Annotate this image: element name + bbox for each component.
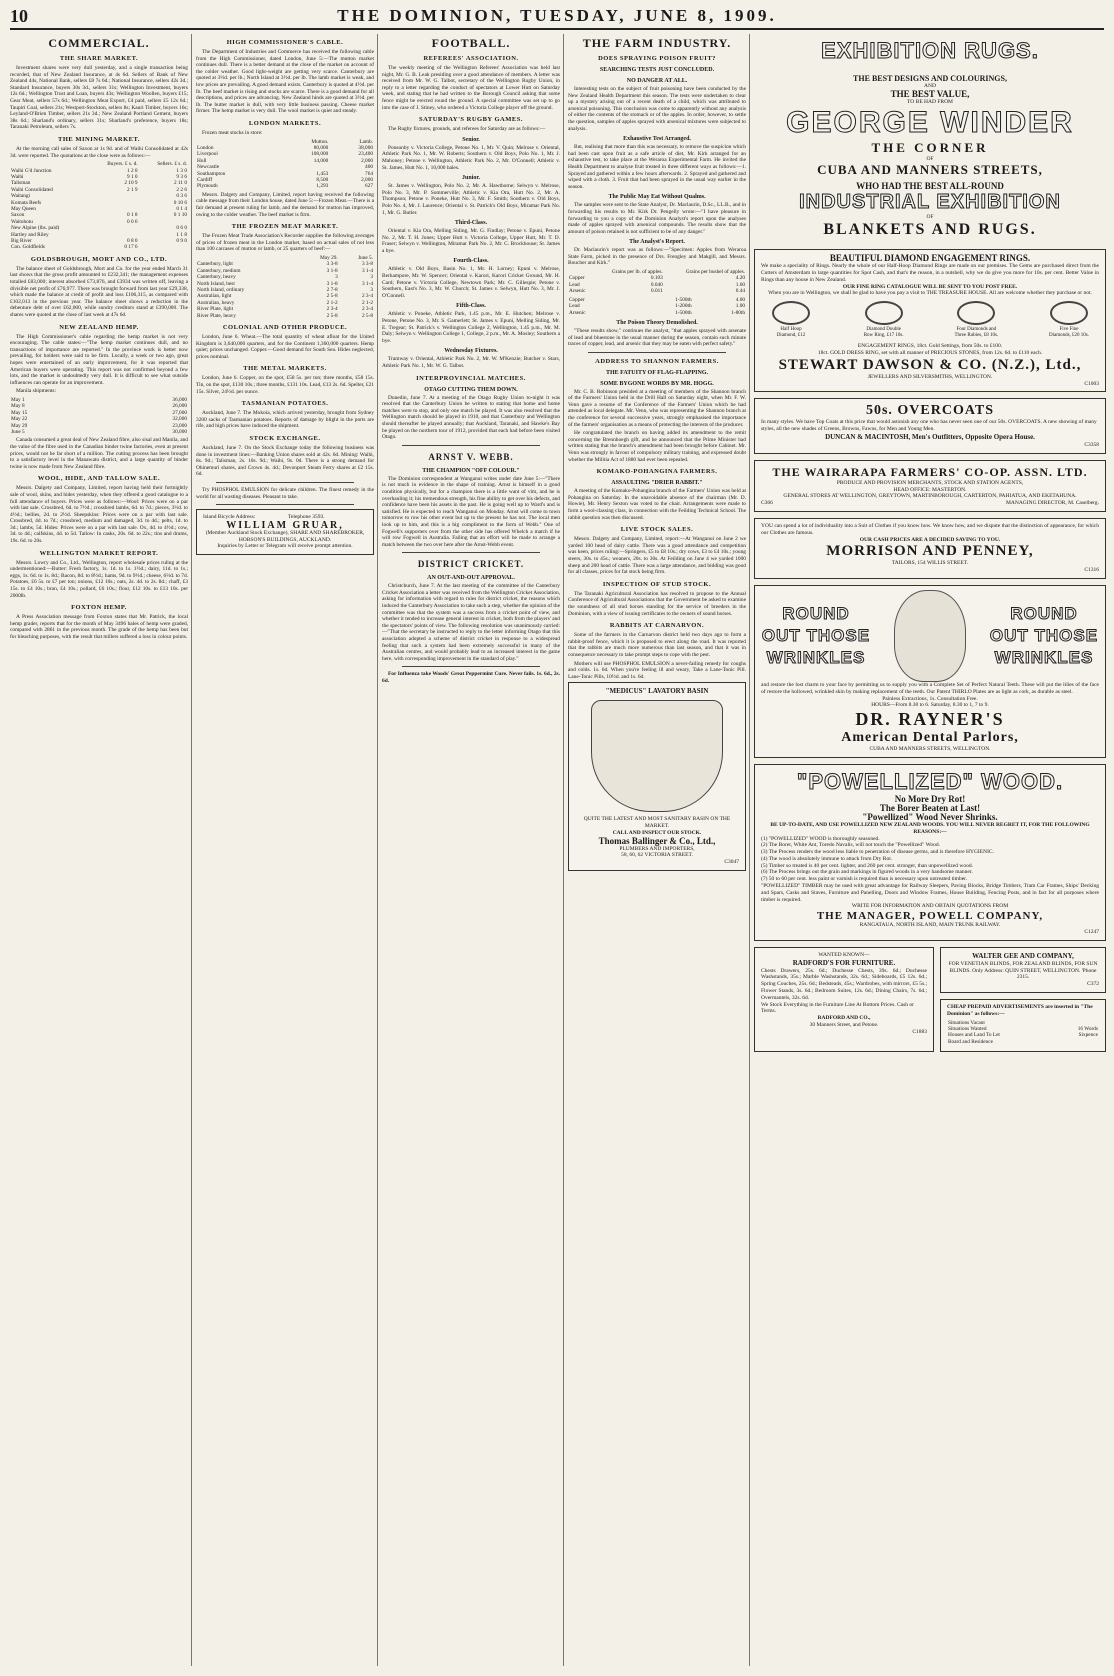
- stock-exchange-heading: STOCK EXCHANGE.: [249, 434, 321, 442]
- komako-text: A meeting of the Komako-Pohangina branch of the Farmers' Union was held at Pohangina on Saturday. In the unavoidable absence of the chairman (Mr. D. Howie), Mr. Henry Sexton was voted to the chair. Arrangements were made to form a wool-classing class, in connection with the Feilding Technical School. The rabbit question was then discussed.: [568, 488, 746, 521]
- wairarapa-sub: PRODUCE AND PROVISION MERCHANTS, STOCK AND STATION AGENTS,: [836, 479, 1024, 486]
- overcoats-code: C3358: [1084, 441, 1099, 448]
- fifth-class-text: Athletic v. Poneke, Athletic Park, 1.45 p.m., Mr. E. Hutchen; Melrose v. Petone, Petone No. 3, Mr. S. Gamerlett; St. James v. Epuni, Melling Siding, Mr. E. Tregear; St. Patrick's v. Wellington College 2, Wellington, 1.45 p.m., Mr. M. Daly; Selwyn v. Wellington College 1, College, 2 p.m., Mr. A. Mosley; Southern a bye.: [382, 311, 560, 344]
- table-row: Southampton 1,453 764: [197, 170, 373, 177]
- third-class-text: Oriental v. Kia Ora, Melling Siding, Mr. G. Findlay; Petone v. Epuni, Petone No. 2, Mr. T. H. Jones; Upper Hutt v. Victoria College, Upper Hutt, Mr. T. D. Fraser; Selwyn v. Wellington, Miramar Park No. 2, Mr. C. Brockhouse; St. James a bye.: [382, 228, 560, 254]
- fifth-class-heading: Fifth-Class.: [456, 303, 486, 310]
- radford-code: C1883: [912, 1028, 927, 1035]
- table-row: Arsenic 1-500th 1-80th: [569, 309, 745, 316]
- basin-illustration: [591, 700, 723, 812]
- wrinkles-right: ROUND OUT THOSE WRINKLES: [989, 603, 1099, 667]
- duncan-macintosh: DUNCAN & MACINTOSH, Men's Outfitters, Opposite Opera House.: [825, 432, 1035, 441]
- wairarapa-code: C366: [761, 500, 773, 507]
- analysis-table-2: [568, 297, 746, 316]
- phosphol-ad-2: Mothers will use PHOSPHOL EMULSION a never-failing remedy for coughs and colds. 1s. 6d. When you're feeling ill and weary, Take a Lane-Tonic Pill. Lane-Tonic Pills, 10½d. and 1s. 6d.: [568, 660, 746, 680]
- powellized-note: "POWELLIZED" TIMBER may be used with great advantage for Railway Sleepers, Paving Blocks, Bridge Timbers, Tram Car Frames, Ships' Decking and Spars, Casks and Staves, Furniture and Panelling, Doors and Window Frames, House Building, Fencing Posts, and in fact for all purposes where timber is required.: [761, 883, 1099, 903]
- district-cricket-text: Christchurch, June 7. At the last meeting of the committee of the Canterbury Cricket Association a letter was received from the Wellington Cricket Association, asking for information with regard to rules for district cricket, the reasons which induced the Canterbury Association to take such a step, whether the opinion of the committee was that the system was a success from a cricket point of view, and whether it tended to increase general interest in cricket, both from the players' and the spectators' points of view. The following resolution was unanimously carried:—"That the secretary be instructed to reply to the letter informing Otago that this association adopted a scheme of district cricket in response to a widespread feeling that such a system had been extremely successful in many of the Australian centres, and would probably lead to an increased interest in the game here, with corresponding improvement in the standard of play.": [382, 583, 560, 662]
- divider: [402, 445, 540, 446]
- ring-illustrations: [767, 301, 1093, 339]
- powellized-firm: THE MANAGER, POWELL COMPANY,: [816, 910, 1044, 923]
- shannon-sub-2: SOME BYGONE WORDS BY MR. HOGG.: [600, 380, 714, 387]
- foxton-hemp-text: A Press Association message from Foxton states that Mr. Patrick, the local hemp grader, reports that for the month of May 3496 bales of hemp were graded, compared with 2861 in the previous month. The grade of the hemp has been but for bleaching purposes, with the result that millers suffered a loss in colour points.: [10, 614, 188, 640]
- district-cricket-heading: DISTRICT CRICKET.: [417, 559, 525, 570]
- table-row: May 1 36,000: [11, 396, 187, 403]
- gruar-name: WILLIAM GRUAR,: [226, 519, 344, 531]
- industrial-exhibition: INDUSTRIAL EXHIBITION: [799, 191, 1061, 214]
- table-row: May 29 23,000: [11, 422, 187, 429]
- page-number: 10: [10, 6, 28, 26]
- morrison-penney-advert: [754, 518, 1106, 579]
- table-row: North Island, ordinary 2 7-8 3: [197, 286, 373, 293]
- junior-heading: Junior.: [462, 175, 480, 182]
- fourth-class-text: Athletic v. Old Boys, Basin No. 1, Mr. H. Lorney; Epuni v. Melrose, Berhampore, Mr. W. Spencer; Oriental v. Karori, Karori Cricket Ground, Mr. H. Card; Petone v. Victoria College, Newtown Park; Mr. C. Gillespie; Petone v. Southern, East's No. 3, Mr. W. Church; St. James v. Selwyn, Hutt No. 3, Mr. J. O'Connell.: [382, 266, 560, 299]
- gruar-label: Island Bicycle Address:: [203, 514, 256, 521]
- table-row: Plymouth 1,293 627: [197, 183, 373, 190]
- spraying-heading: DOES SPRAYING POISON FRUIT?: [598, 55, 716, 62]
- fourth-class-heading: Fourth-Class.: [453, 258, 489, 265]
- exhibition-tag4: TO BE HAD FROM: [907, 98, 953, 105]
- morrison-penney: MORRISON AND PENNEY,: [826, 543, 1034, 560]
- column-markets: [196, 34, 374, 1666]
- table-row: Hartley and Riley 1 1 8: [11, 231, 187, 238]
- table-row: Australian, light 2 5-8 2 3-4: [197, 293, 373, 300]
- analyst-heading: The Analyst's Report.: [629, 239, 685, 246]
- rings-engagement: ENGAGEMENT RINGS, 18ct. Gold Settings, from 50s. to £100.: [857, 343, 1003, 350]
- lavatory-basin-advert: [568, 682, 746, 871]
- nz-hemp-heading: NEW ZEALAND HEMP.: [59, 323, 139, 331]
- shannon-heading: ADDRESS TO SHANNON FARMERS.: [595, 357, 719, 365]
- dr-rayners: DR. RAYNER'S: [855, 709, 1005, 730]
- wrinkles-left: ROUND OUT THOSE WRINKLES: [761, 603, 871, 667]
- arnst-webb-heading: ARNST V. WEBB.: [428, 451, 514, 462]
- high-commissioner-text: The Department of Industries and Commerce has received the following cable from the High Commissioner, dated London, June 5:—The mutton market continues dull. There is a better demand at the close of the market on account of the colder weather. Good light-weight are getting very scarce. Canterbury are quoted at 3½d. per lb.; North Island at 3½d. per lb. The lamb market is weak, and low prices are prevailing. A good demand exists. Canterbury is quoted at 4½d. per lb. The beef market is rising and stocks are scarce. There is a good demand for all descriptions, and prices are advancing. New Zealand hinds are quoted at 3½d. per lb. The butter market is dull, with very little business passing. Cheese market firmer. The hemp market is very dull. The wool market is quiet and steady.: [196, 49, 374, 115]
- foxton-hemp-heading: FOXTON HEMP.: [71, 604, 127, 612]
- table-row: Newcastle 400: [197, 164, 373, 171]
- table-row: Liverpool 108,000 23,400: [197, 151, 373, 158]
- lavatory-address: 58, 60, 62 VICTORIA STREET.: [621, 852, 693, 859]
- exhibition-rugs-advert: [754, 34, 1106, 243]
- section-heading-commercial: COMMERCIAL.: [48, 36, 150, 50]
- list-item: (2) The Borer, White Ant, Toredo Navalis, will not touch the "Powellized" Wood.: [761, 842, 941, 849]
- table-row: June 5 30,000: [11, 428, 187, 435]
- overcoats-title: 50s. OVERCOATS: [865, 403, 995, 419]
- interprovincial-sub: OTAGO CUTTING THEM DOWN.: [424, 386, 518, 393]
- komako-heading: KOMAKO-POHANGINA FARMERS.: [596, 468, 718, 476]
- rings-dress: 18ct. GOLD DRESS RING, set with all manner of PRECIOUS STONES, from 12s. 6d. to £110 each.: [817, 349, 1043, 356]
- shannon-text: Mr. C. B. Robinson presided at a meeting of members of the Shannon branch of the Farmers' Union held in the Drill Hall on Saturday night, when Mr. F. W. Venn gave a resume of the Conference of the Farmers' Union which he had attended as local delegate. Mr. Venn, who was representing the Shannon branch at the conference for several successive years, strongly emphasised the importance of the farmers' organisation as a means of protecting the interests of the producer.: [568, 388, 746, 428]
- divider: [216, 482, 354, 483]
- mining-market-heading: THE MINING MARKET.: [57, 135, 140, 143]
- london-markets-heading: LONDON MARKETS.: [248, 119, 322, 127]
- list-item: (3) The Process renders the wood less liable to penetration of disease germs, and is therefore HYGIENIC.: [761, 849, 994, 856]
- table-row: Situations Vacant: [948, 1019, 985, 1026]
- spraying-sub: SEARCHING TESTS JUST CONCLUDED.: [599, 67, 715, 73]
- powellized-intro: BE UP-TO-DATE, AND USE POWELLIZED NEW ZEALAND WOODS. YOU WILL NEVER REGRET IT, FOR THE FOLLOWING REASONS:—: [770, 821, 1090, 835]
- radford-firm: RADFORD'S FOR FURNITURE.: [792, 958, 896, 967]
- powellized-address: RANGATAUA, NORTH ISLAND, MAIN TRUNK RAILWAY.: [859, 922, 1001, 929]
- shannon-continued-text: He congratulated the branch on having added its amendment to the remit concerning the Brennhoegh gift, and he announced that the Prime Minister had written stating that the branch's amendment had been brought before Cabinet. Mr. Venn was strongly in favour of compulsory military training, and expressed doubt whether the Militia Act of 1880 had ever been repealed.: [568, 430, 746, 463]
- rings-text: We make a speciality of Rings. Nearly the whole of our Half-Hoop Diamond Rings are made on our premises. The Gems are purchased direct from the Cutters of Amsterdam in large quantities for Spot Cash, and that's the reason, in a nutshell, why we do give you more for 10s. per cent. Better Value in Rings than any house in New Zealand.: [761, 263, 1099, 283]
- metal-markets-heading: THE METAL MARKETS.: [243, 365, 327, 373]
- rabbits-text: Some of the farmers in the Carnarvon district held two days ago to form a rabbit-proof fence, which it is proposed to erect along the road. It was reported that the rabbits are much more numerous than last season, and that it was in consequence necessary to take prompt steps to cope with the pest.: [568, 632, 746, 658]
- senior-heading: Senior.: [462, 136, 480, 143]
- walter-gee-code: C372: [1087, 981, 1099, 988]
- poison-text: "These results show," continues the analyst, "that apples sprayed with arsenate of lead and bluestone in the usual manner during the season, contain such minute traces of copper, lead, and arsenic that they may be eaten with perfect safety.": [568, 327, 746, 348]
- column-farm-industry: [568, 34, 746, 1666]
- table-row: Arsenic 0.011 0.44: [569, 288, 745, 295]
- exhibition-tag3: THE BEST VALUE,: [890, 88, 970, 99]
- wairarapa-stores: GENERAL STORES AT WELLINGTON, GREYTOWN, MARTINBOROUGH, CARTERTON, PAHIATUA, AND EKETAHUNA.: [783, 493, 1077, 500]
- rayner-hours: HOURS—From 8.30 to 6. Saturday, 8.30 to 1, 7 to 9.: [871, 702, 989, 709]
- wednesday-text: Tramway v. Oriental, Athletic Park No. 2, Mr. W. M'Kenzie; Butcher v. Stars, Athletic Park No. 1, Mr. W. G. Talbot.: [382, 356, 560, 369]
- metal-markets-text: London, June 6. Copper, on the spot, £58 5s. per ton; three months, £58 15s. Tin, on the spot, £130 10s.; three months, £131 10s. Lead, £13 2s. 6d. Spelter, £21 15s. Silver, 24½d. per ounce.: [196, 375, 374, 395]
- wairarapa-office: HEAD OFFICE: MASTERTON.: [893, 486, 967, 493]
- frozen-meat-heading: THE FROZEN MEAT MARKET.: [231, 223, 339, 231]
- dr-rayner-advert: [754, 585, 1106, 758]
- divider: [402, 552, 540, 553]
- ring-item: Half Hoop Diamond, £12: [767, 301, 815, 339]
- table-header-row: Grains per lb. of apples. Grains per bushel of apples.: [611, 269, 745, 276]
- arnst-webb-sub: THE CHAMPION "OFF COLOUR.": [422, 467, 520, 474]
- table-row: Situations Wanted 16 Words: [948, 1026, 1098, 1033]
- blankets-and-rugs: BLANKETS AND RUGS.: [823, 221, 1037, 239]
- frozen-meat-text: The Frozen Meat Trade Association's Recorder supplies the following averages of prices of frozen meat in the London market, based on actual sales of not less than 100 carcases of mutton or lamb, or 25 quarters of beef:—: [196, 233, 374, 253]
- tasmanian-potatoes-heading: TASMANIAN POTATOES.: [241, 400, 329, 408]
- stud-stock-text: The Taranaki Agricultural Association has resolved to propose to the Annual Conference of Agricultural Associations that the Government be asked to examine the soundness of all stud horses standing for the service of breeders in the Dominion, with a view of issuing certificates to the owners of sound horses.: [568, 590, 746, 617]
- third-class-heading: Third-Class.: [454, 220, 488, 227]
- junior-text: St. James v. Wellington, Polo No. 2, Mr. A. Hawthorne; Selwyn v. Melrose, Polo No. 3, Mr. P. Sommerville; Athletic v. Kia Ora, Hutt No. 2, Mr. A. Thompson; Petone v. Poneke, Hutt No. 3, Mr. F. Smith; Southern v. Old Boys, Polo No. 4, Mr. J. Laurence; Oriental v. St. Patrick's Old Boys, Miramar Park No. 1, Mr. G. Butler.: [382, 183, 560, 216]
- analyst-text: Dr. Maclaurin's report was as follows:—"Specimen: Apples from Weraroa State Farm, picked in the presence of Drs. Frengley and Makgill, and Messrs. Boucher and Kirk.": [568, 247, 746, 267]
- diamond-rings-advert: [754, 249, 1106, 392]
- table-row: May Queen 0 1 4: [11, 205, 187, 212]
- list-item: (5) Timber so treated is 40 per cent. lighter, and 260 per cent. stronger, than unpowellized wood.: [761, 862, 974, 869]
- lavatory-tag2: CALL AND INSPECT OUR STOCK.: [612, 829, 702, 836]
- table-row: Houses and Land To Let Sixpence: [948, 1032, 1098, 1039]
- wool-hides-text: Messrs. Dalgety and Company, Limited, report having held their fortnightly sale of wool, skins, and hides yesterday, when they offered a good catalogue to a full attendance of buyers. Prices were as follows:—Wool: Prices were on a par with last sale. Crossbred, 6d. to 7½d.; crossbred lambs, 6d. to 7d.; pieces, 3½d. to 4½d.; bellies, 2d. to 2½d. Sheepskins: Prices were on a par with last sale. Crossbred, 4d. to 7d.; crossbred, medium and damaged, 3d. to 4d.; pelts, 1d. to 3d.; lambs, 5d. Hides: Prices were on a par with last sale. Ox, 4d. to 4½d.; cow, 3d. to 4d.; calfskins, 4d. to 5d. Tallow: In casks, 20s. 6d. to 22s.; tins and drums, 19s. 6d. to 20s.: [10, 485, 188, 545]
- saturday-games-text: The Rugby fixtures, grounds, and referees for Saturday are as follows:—: [388, 126, 546, 133]
- list-item: (4) The wood is absolutely immune to attack from Dry Rot.: [761, 855, 893, 862]
- referees-heading: REFEREES' ASSOCIATION.: [423, 55, 519, 62]
- powellized-sub1: No More Dry Rot!: [894, 793, 966, 804]
- manila-shipments-table: [10, 397, 188, 435]
- rings-catalogue: OUR FINE RING CATALOGUE WILL BE SENT TO YOU POST FREE.: [842, 283, 1018, 290]
- table-row: Waihi G'd Junction 1 2 0 1 3 0: [11, 167, 187, 174]
- wairarapa-manager: MANAGING DIRECTOR, M. Caselberg.: [1006, 500, 1099, 507]
- list-item: (7) 50 to 60 per cent. less paint or varnish is required than is necessary upon untreated timber.: [761, 876, 968, 883]
- masthead: [10, 6, 1104, 30]
- table-header-row: May 29. June 5.: [320, 254, 373, 261]
- table-row: Board and Residence: [948, 1038, 994, 1045]
- walter-gee-name: WALTER GEE AND COMPANY,: [972, 951, 1074, 960]
- live-stock-text: Messrs. Dalgety and Company, Limited, report:—At Wanganui on June 2 we yarded 100 head of dairy cattle. There was a good attendance and competition was keen, prices ruling:—Springers, £5 to £8 10s.; dry cows, £3 to £4 10s.; young steers, 30s. to 45s.; weaners, 20s. to 30s. At Feilding on June 4 we yarded 1000 sheep and 200 head of cattle. There was a large attendance, and bidding was good for all classes, prices for fat stock being firm.: [568, 536, 746, 576]
- radford-advert: [754, 947, 934, 1052]
- lavatory-trade: PLUMBERS AND IMPORTERS,: [619, 845, 695, 852]
- district-cricket-sub: AN OUT-AND-OUT APPROVAL.: [427, 575, 515, 582]
- table-row: Lead 1-200th 1.00: [569, 303, 745, 310]
- rings-title: BEAUTIFUL DIAMOND ENGAGEMENT RINGS.: [829, 253, 1031, 264]
- morrison-sub: TAILORS, 154 WILLIS STREET.: [891, 560, 969, 567]
- powellized-sub2: The Borer Beaten at Last!: [879, 802, 981, 813]
- best-all-round: WHO HAD THE BEST ALL-ROUND: [856, 181, 1004, 192]
- exhibition-title: EXHIBITION RUGS.: [821, 38, 1039, 63]
- colonial-produce-text: London, June 6. Wheat.—The total quantity of wheat afloat for the United Kingdom is 3,640,000 quarters, and for the Continent 1,360,000 quarters. Hemp quiet; prices unchanged. Copper.—Good demand for South Sea. Hides neglected, prices nominal.: [196, 334, 374, 360]
- table-row: Hull 14,000 2,000: [197, 157, 373, 164]
- gruar-footer: Inquiries by Letter or Telegram will receive prompt attention.: [217, 543, 353, 550]
- column-rule: [563, 34, 564, 1666]
- powellized-title: "POWELLIZED" WOOD.: [796, 768, 1064, 794]
- powellized-sub3: "Powellized" Wood Never Shrinks.: [862, 811, 998, 822]
- arnst-webb-text: The Dominion correspondent at Wanganui writes under date June 5:—"There is not much in evidence in the shape of training. Arnst is himself in a good condition physically, but for a champion there is a little want of vim, and he is overhauling it; his tremendous strength, his fine ability to get over his defects, and confidence have been his assets in the past. He is going well up to Ward's and is satisfied. He is expected to reach Wanganui on Monday. Arnst will come to town tomorrow to row his other event but up to the present he has not. The local men look up to him, and this is a big compliment to the form of Webb." One of Fogwell's supporters over from the other side has offered Whelch a match if he will row Fogwell in Australia. Failing that an effort will be made to arrange a match between the two over here after the Arnst-Webb event.: [382, 475, 560, 548]
- powellized-reasons: [761, 836, 1099, 884]
- table-row: River Plate, heavy 2 5-8 2 5-8: [197, 312, 373, 319]
- gruar-advert: [196, 509, 374, 555]
- gruar-title: (Member Auckland Stock Exchange), SHARE AND SHAREBROKER, HOBSON'S BUILDINGS, AUCKLAND.: [205, 529, 365, 543]
- ring-item: Four Diamonds and Three Rubies, £8 10s.: [952, 301, 1000, 339]
- rayner-address: CUBA AND MANNERS STREETS, WELLINGTON.: [869, 746, 991, 753]
- table-row: Waitangi 0 3 6: [11, 193, 187, 200]
- mining-quotations-table: [10, 161, 188, 251]
- cuba-manners-streets: CUBA AND MANNERS STREETS,: [817, 162, 1043, 178]
- table-row: Waihi 9 1 0 9 3 6: [11, 173, 187, 180]
- prepaid-table: [947, 1020, 1099, 1046]
- table-row: Saxon 0 1 8 0 1 10: [11, 212, 187, 219]
- column-rule: [377, 34, 378, 1666]
- george-winder: GEORGE WINDER: [786, 105, 1074, 139]
- wairarapa-advert: [754, 460, 1106, 512]
- interprovincial-text: Dunedin, June 7. At a meeting of the Otago Rugby Union to-night it was resolved that the Canterbury Union be written to stating that home and home matches were to stop, and only one match be played. It was also resolved that the Wellington match should be played in 1910, and that Canterbury and Wellington should thereafter be played annually; that Auckland, Taranaki, and Hawke's Bay be played on the northern tour of 1912, provided that each had before been visited Otago.: [382, 394, 560, 441]
- table-header-row: Mutton. Lamb.: [311, 138, 373, 145]
- exhibition-tag2: AND: [924, 83, 936, 89]
- rabbits-heading: RABBITS AT CARNARVON.: [609, 622, 705, 630]
- table-row: Talisman 2 10 9 2 11 0: [11, 180, 187, 187]
- overcoats-text: In many styles. We have Top Coats at this price that would astonish any one who has never seen one of our 50s. OVERCOATS. A new showing of many styles, all the new shades of Greens, Browns, Fawns, for Men and Young Men.: [761, 419, 1097, 433]
- of-1: OF: [926, 155, 934, 162]
- of-2: OF: [926, 214, 934, 221]
- table-row: Copper 0.103 4.20: [569, 275, 745, 282]
- phosphol-ad: Try PHOSPHOL EMULSION for delicate children. The finest remedy in the world for all wasting diseases. Pleasant to take.: [196, 486, 374, 500]
- colonial-produce-heading: COLONIAL AND OTHER PRODUCE.: [222, 324, 348, 331]
- london-markets-subtext: Frozen meat stocks in store:: [202, 129, 263, 136]
- gruar-phone: Telephone 3593.: [288, 514, 325, 521]
- morrison-prices: OUR CASH PRICES ARE A DECIDED SAVING TO YOU.: [859, 536, 1001, 543]
- wool-hides-heading: WOOL, HIDE, AND TALLOW SALE.: [37, 475, 161, 483]
- column-rule: [191, 34, 192, 1666]
- table-row: Australian, heavy 2 1-2 2 1-2: [197, 299, 373, 306]
- ring-icon: [772, 301, 810, 325]
- table-row: New Alpine (lbs. paid) 0 6 0: [11, 225, 187, 232]
- lavatory-title: "MEDICUS" LAVATORY BASIN: [605, 687, 709, 696]
- frozen-meat-table: [196, 255, 374, 319]
- nz-hemp-text: The High Commissioner's cable regarding the hemp market is not very encouraging. The cable states:—"The hemp market continues dull, and no transactions of importance are reported." In the province work is better now prevailing, for holders were said to be firm. Locally, a week or two ago, great hopes were entertained of an early improvement, for it was reported that American buyers were operating. This report was not confirmed beyond a few lots, and the market is undoubtedly very dull. It is difficult to see what outside influences can operate for an improvement.: [10, 333, 188, 386]
- table-row: Waitohotu 0 0 6: [11, 218, 138, 225]
- wellington-market-heading: WELLINGTON MARKET REPORT.: [39, 549, 159, 557]
- table-row: May 8 26,000: [11, 403, 187, 410]
- rayner-prices: Painless Extractions, 1s. Consultation Free.: [882, 695, 978, 702]
- interprovincial-heading: INTERPROVINCIAL MATCHES.: [416, 374, 526, 382]
- table-row: Canterbury, light 3 3-8 3 3-8: [197, 261, 373, 268]
- lavatory-firm: Thomas Ballinger & Co., Ltd.,: [598, 835, 716, 846]
- morrison-text: YOU can spend a lot of individuality into a Suit of Clothes if you know how. We know how, and we dispute that the distinction of appearance, for which our Clothes are famous.: [761, 522, 1099, 536]
- goldsbrough-heading: GOLDSBROUGH, MORT AND CO., LTD.: [30, 255, 168, 263]
- shannon-sub: THE FATUITY OF FLAG-FLAPPING.: [606, 369, 708, 376]
- ring-item: Five Fine Diamonds, £20 10s.: [1045, 301, 1093, 339]
- public-text: The samples were sent to the State Analyst, Dr. Maclaurin, D.Sc., LL.B., and in forwarding his results to Mr. Kirk Dr. Pengelly wrote:—"I have pleasure in forwarding to you a copy of the Dominion Analyst's report upon the analyses made of apples sprayed with arsenical compounds. The results show that the amount of poison retained is not sufficient to be of any danger.": [568, 202, 746, 235]
- nz-hemp-text-2: Canada consumed a great deal of New Zealand fibre, also sisal and Manila, and the value of the fibre used in the Canadian binder twine factories, even at present prices, would not be far short of a million. The cutting process has been brought to a satisfactory level in the Manawatu district, and a large quantity of binder twine is now made from New Zealand fibre.: [10, 437, 188, 470]
- prepaid-title: CHEAP PREPAID ADVERTISEMENTS are inserted in "The Dominion" as follows:—: [947, 1004, 1093, 1017]
- walter-gee-advert: [940, 947, 1106, 993]
- lavatory-tag1: QUITE THE LATEST AND MOST SANITARY BASIN ON THE MARKET.: [583, 816, 731, 830]
- goldsbrough-text: The balance sheet of Goldsbrough, Mort and Co. for the year ended March 31 last shows that the gross profit amounted to £232,341; the management expenses totalled £83,000; interest absorbed £73,876, and £3934 was written off, leaving a divisible net profit of £76,977. There was brought forward from last year £29,338, which made the balance at credit of profit and loss £106,315, as compared with £102,013 in the previous year. The balance sheet shows a reduction in the debenture debt of over £62,000, while sundry creditors stand at £390,000. The shares were quoted at the close of last week at 47s 6d.: [10, 265, 188, 318]
- tasmanian-potatoes-text: Auckland, June 7. The Mokoia, which arrived yesterday, brought from Sydney 3200 sacks of Tasmanian potatoes. Reports of damage by blight in the ports are rife, and high prices have induced the shipment.: [196, 410, 374, 430]
- divider: [402, 666, 540, 667]
- mining-market-text: At the morning call sales of Saxon at 1s 9d. and of Waihi Consolidated at 42s 3d. were reported. The quotations at the close were as follows:—: [10, 145, 188, 159]
- column-commercial: [10, 34, 188, 1666]
- exhaustive-text: But, realising that more than this was necessary, to remove the suspicion which had been cast upon fruit as a safe article of diet, Mr. Kirk arranged for an exhaustive test, to take place at the Weraroa Experimental Farm. He invited the Health Department to analyse fruit treated in three different ways as follows:—1. Sprayed and gathered within a few hours afterwards. 2. Sprayed and gathered and wiped with a cloth. 3. Fruit that had been sprayed in the usual way earlier in the season.: [568, 144, 746, 190]
- senior-text: Ponsonby v. Victoria College, Petone No. 1, Mr. V. Quin; Melrose v. Oriental, Athletic Park No. 1, Mr. W. Roberts; Southern v. Old Boys, Polo No. 1, Mr. J. Mahoney; Petone v. Wellington, Athletic Park No. 2, Mr. O'Connell; Athletic v. St. James, Hutt No. 1, 10,000 bales.: [382, 144, 560, 171]
- wednesday-heading: Wednesday Fixtures.: [444, 348, 498, 355]
- public-heading: The Public May Eat Without Qualms.: [608, 194, 706, 201]
- table-header-row: Buyers. £ s. d. Sellers. £ s. d.: [107, 161, 187, 168]
- table-row: London 80,000 38,000: [197, 144, 373, 151]
- table-row: Big River 0 8 0 0 9 0: [11, 238, 187, 244]
- spraying-text: Interesting tests on the subject of fruit poisoning have been conducted by the New Zealand Health Department this season. The tests were undertaken to clear up a mystery arising out of a recent death of a child, which was attributed to arsenical poisoning. This conclusion was come to apparently without any analysis of either the contents of the stomach or of the apples. In order, however, to settle the question, samples of apples sprayed with arsenical mixtures were subjected to analysis.: [568, 86, 746, 132]
- rings-visit: When you are in Wellington, we shall be glad to have you pay a visit to THE TREASURE HOUSE. All are welcome whether they purchase or not.: [768, 290, 1092, 297]
- share-market-heading: THE SHARE MARKET.: [59, 55, 139, 62]
- advertisements-column: [754, 34, 1106, 1666]
- meat-stocks-table: [196, 139, 374, 190]
- powellized-write: WRITE FOR INFORMATION AND OBTAIN QUOTATIONS FROM: [851, 903, 1009, 910]
- wairarapa-title: THE WAIRARAPA FARMERS' CO-OP. ASSN. LTD.: [772, 464, 1088, 479]
- section-heading-football: FOOTBALL.: [431, 36, 511, 50]
- radford-wanted: WANTED KNOWN—: [818, 951, 870, 958]
- divider: [216, 504, 354, 505]
- stewart-dawson-sub: JEWELLERS AND SILVERSMITHS, WELLINGTON.: [867, 373, 993, 380]
- komako-sub: ASSAULTING "DRIER RABBIT.": [611, 480, 703, 487]
- powellized-code: C1247: [1084, 929, 1099, 936]
- stewart-dawson: STEWART DAWSON & CO. (N.Z.), Ltd.,: [778, 356, 1082, 373]
- saturday-games-heading: SATURDAY'S RUGBY GAMES.: [419, 116, 523, 124]
- newspaper-title: THE DOMINION, TUESDAY, JUNE 8, 1909.: [337, 6, 777, 25]
- radford-address: 30 Manners Street, and Petone.: [809, 1022, 879, 1029]
- ring-icon: [957, 301, 995, 325]
- spraying-sub-2: NO DANGER AT ALL.: [626, 78, 688, 84]
- column-football: [382, 34, 560, 1666]
- walter-gee-text: FOR VENETIAN BLINDS, FOR ZEALAND BLINDS, FOR SUN BLINDS. Only Address: QUIN STREET, WELLINGTON. 'Phone 2315.: [948, 960, 1098, 981]
- woman-portrait: [894, 590, 966, 682]
- manila-header: Manila shipments:: [16, 388, 56, 395]
- list-item: (1) "POWELLIZED" WOOD is thoroughly seasoned.: [761, 835, 880, 842]
- london-markets-text: Messrs. Dalgety and Company, Limited, report having received the following cable message from their London house, dated June 5:—Frozen Meat.—There is a fair demand at present ruling for lamb, and the demand for mutton has improved, owing to the colder weather. The beef market is firm.: [196, 191, 374, 218]
- column-rule: [749, 34, 750, 1666]
- live-stock-heading: LIVE STOCK SALES.: [620, 526, 694, 534]
- rayner-text: and restore the lost charm to your face by permitting us to supply you with a Complete Set of Perfect Natural Teeth. These will put the lilies of the face of restore the hollowed, wrinkled skin by making replacement of the teeth. Our Patent THIRLO Plates are as light as cork, as durable as steel.: [761, 681, 1099, 695]
- radford-firm-2: RADFORD AND CO.,: [817, 1015, 871, 1022]
- table-row: Waihi Consolidated 2 1 9 2 2 6: [11, 186, 187, 193]
- woods-cure-ad: For Influenza take Woods' Great Peppermint Cure. Never fails. 1s. 6d., 2s. 6d.: [382, 671, 560, 684]
- poison-heading: The Poison Theory Demolished.: [616, 319, 698, 326]
- stud-stock-heading: INSPECTION OF STUD STOCK.: [602, 580, 712, 588]
- powellized-wood-advert: [754, 764, 1106, 941]
- radford-text: Chests Drawers, 25s. 6d.; Duchesse Chests, 39s. 6d.; Duchesse Washstands, 35s.; Marble Washstands, 32s. 6d.; Sideboards, £5 12s. 6d.; Spring Couches, 25s. 6d.; Bedsteads, 45s.; Wardrobes, with mirrors, £5 5s.; Flower Stands, 3s. 6d.; Bedroom Suites, 12s. 6d.; Dining Chairs, 7s. 6d.; Overmantels, 32s. 6d.: [761, 967, 927, 1001]
- rings-code: C1003: [1084, 380, 1099, 387]
- analysis-table-1: [568, 269, 746, 295]
- radford-note: We Stock Everything in the Furniture Line At Bottom Prices. Cash or Terms.: [761, 1001, 914, 1015]
- share-market-text: Investment shares were very dull yesterday, and a single transaction being recorded, that of New Zealand Insurance, at 4s 6d. Sellers of Bank of New Zealand 44s, National Bank, sellers £8 7s 6d.; National Insurance, sellers 42s 3d.; Standard Insurance, buyers 30s 3d., sellers 31s; Wellington Investment, buyers 12s 6d.; Wellington Trust and Loan, buyers 43s; Wellington Woollen, buyers £15; Gear Meat, sellers 57s 6d.; Wellington Meat Export, £4 paid, sellers £5 12s 6d.; Taupiri Coal, sellers 21s; Westport-Stockton, sellers 8s; Kauri Timber, buyers 16s; Leyland-O'Brien Timber, sellers 21s 3d.; New Zealand Portland Cement, buyers 38s 6d.; Sharland's ordinary, sellers 31s; Sharland's preference, buyers 18s; Taranaki Petroleum, sellers 7s.: [10, 65, 188, 131]
- table-row: Cardiff 8,500 2,000: [197, 176, 373, 183]
- american-dental-parlors: American Dental Parlors,: [841, 730, 1019, 746]
- overcoats-advert: [754, 398, 1106, 453]
- stock-exchange-text: Auckland, June 7. On the Stock Exchange today the following business was done in investment lines:—Banking Union shares sold at 42s. 6d. Mining: Waihi, 8s. 9d.; Talisman, 2s. 10s. 9d.; Waihi, 9s. 0d. There is a strong demand for Ohinemuri shares, and Crown 4s. 4d.; Devonport Steam Ferry shares at £2 15s. 6d.: [196, 444, 374, 478]
- table-row: May 22 32,000: [11, 416, 187, 423]
- table-row: North Island, best 3 1-8 3 1-4: [197, 280, 373, 287]
- table-row: Komata Reefs 0 10 6: [11, 199, 187, 206]
- table-row: Copper 1-500th 4.00: [569, 296, 745, 303]
- the-corner: THE CORNER: [871, 139, 989, 155]
- morrison-code: C1316: [1084, 567, 1099, 574]
- divider: [588, 352, 726, 353]
- exhibition-tag1: THE BEST DESIGNS AND COLOURINGS,: [853, 74, 1007, 83]
- table-row: Canterbury, heavy 3 3: [197, 274, 373, 281]
- table-row: Canterbury, medium 3 1-8 3 1-4: [197, 267, 373, 274]
- section-heading-farm: THE FARM INDUSTRY.: [582, 36, 732, 50]
- ring-icon: [1050, 301, 1088, 325]
- table-row: Con. Goldfields 0 17 6: [11, 244, 138, 251]
- exhaustive-heading: Exhaustive Test Arranged.: [623, 136, 691, 143]
- table-row: May 15 27,000: [11, 409, 187, 416]
- referees-text: The weekly meeting of the Wellington Referees' Association was held last night, Mr. G. B. Leak presiding over a good attendance of members. A letter was received from Mr. W. G. Talbot, secretary of the Wellington Rugby Union, in reply to a letter regarding the conduct of spectators at Lower Hutt on Saturday week, and stating that he had written to the Borough Council asking that some fence might be erected round the ground. A special committee was set up to go into the case of J. Stiney, who ordered a Victoria College player off the ground.: [382, 65, 560, 111]
- list-item: (6) The Process brings out the grain and markings in figured woods in a very handsome manner.: [761, 869, 973, 876]
- prepaid-ads-notice: [940, 999, 1106, 1052]
- high-commissioner-heading: HIGH COMMISSIONER'S CABLE.: [226, 39, 344, 46]
- table-row: Lead 0.040 1.60: [569, 281, 745, 288]
- table-row: River Plate, light 2 3-4 2 3-4: [197, 306, 373, 313]
- lavatory-code: C3047: [724, 859, 739, 866]
- ring-icon: [865, 301, 903, 325]
- wellington-market-text: Messrs. Lowry and Co., Ltd., Wellington, report wholesale prices ruling at the undermentioned:—Butter: Fresh factory, 1s. 1d. to 1s. 1½d.; dairy, 11d. to 1s.; eggs, 1s. 6d. to 1s. 8d.; Bacon, 8d. to 8½d.; hams, 9d. to 9½d.; cheese, 6½d. to 7d. Potatoes, £6 5s. to £7 per ton; onions, £12 10s.; oats, 2s. 4d. to 2s. 8d.; chaff, £3 15s. to £4 10s.; bran, £4 10s.; pollard, £6 10s.; flour, £12 10s. to £13 10s. per 2000lb.: [10, 559, 188, 599]
- ring-item: Diamond Double Row Ring, £17 10s.: [860, 301, 908, 339]
